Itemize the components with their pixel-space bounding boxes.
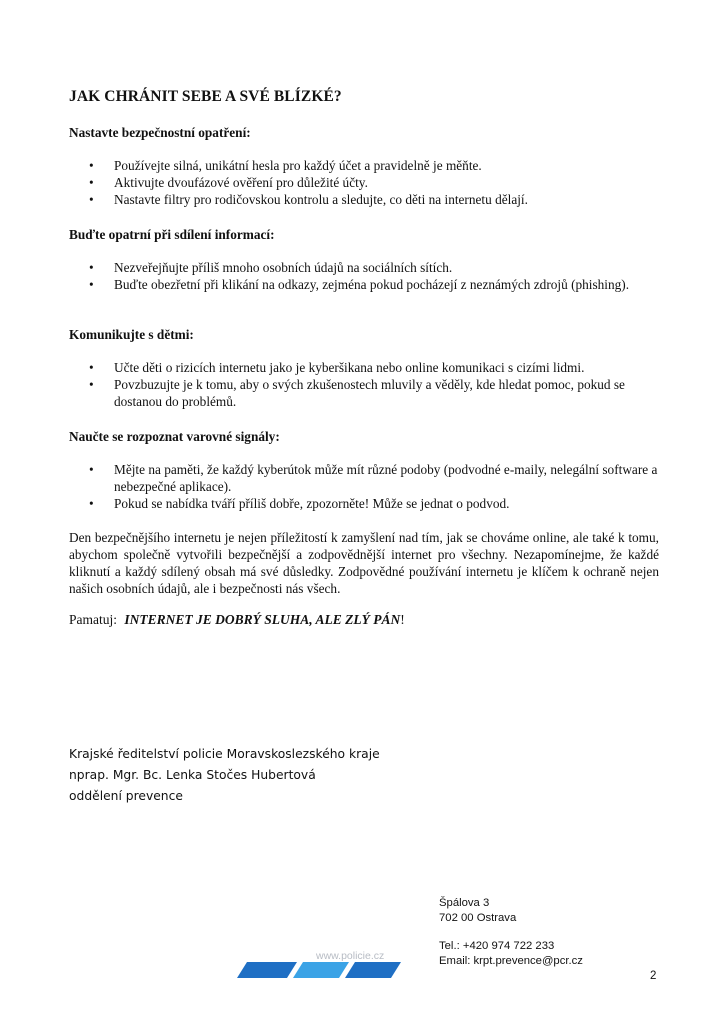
motto-suffix: ! [400,612,405,627]
list-item-text: Nastavte filtry pro rodičovskou kontrolu a sledujte, co děti na internetu dělají. [114,192,528,207]
list-item [69,174,659,191]
bullet-icon: • [89,277,94,292]
contact-email[interactable]: Email: krpt.prevence@pcr.cz [439,955,583,967]
logo-stripe-light-2 [345,962,401,978]
section-heading: Nastavte bezpečnostní opatření: [69,125,251,140]
list-item [69,376,659,410]
list-item-text: Nezveřejňujte příliš mnoho osobních údajů na sociálních sítích. [114,260,453,275]
police-logo-stripes-icon [237,962,401,978]
list-item-text: Buďte obezřetní při klikání na odkazy, zejména pokud pocházejí z neznámých zdrojů (phishing). [114,277,630,292]
section-4 [69,428,659,512]
list-item [69,276,659,293]
list-item [69,259,659,276]
section-heading: Buďte opatrní při sdílení informací: [69,227,275,242]
motto-prefix: Pamatuj: [69,612,117,627]
list-item [69,157,659,174]
contact-city: 702 00 Ostrava [439,912,517,924]
bullet-list [69,259,659,293]
logo-stripe-light [293,962,349,978]
bullet-icon: • [89,360,94,375]
bullet-icon: • [89,192,94,207]
list-item [69,495,659,512]
contact-block [439,896,583,969]
list-item-text: Učte děti o rizicích internetu jako je kyberšikana nebo online komunikaci s cizími lidmi. [114,360,585,375]
list-item-text: Mějte na paměti, že každý kyberútok může mít různé podoby (podvodné e-maily, nelegální software a nebezpečné aplikace). [114,462,658,494]
bullet-icon: • [89,377,94,392]
logo-stripe-dark [237,962,297,978]
bullet-icon: • [89,175,94,190]
section-heading: Komunikujte s dětmi: [69,327,194,342]
list-item [69,191,659,208]
page-number: 2 [650,970,657,982]
signature-name: nprap. Mgr. Bc. Lenka Stočes Hubertová [69,768,316,782]
bullet-icon: • [89,158,94,173]
contact-phone: Tel.: +420 974 722 233 [439,940,555,952]
bullet-list [69,359,659,410]
signature-organization: Krajské ředitelství policie Moravskoslezského kraje [69,747,380,761]
bullet-list [69,461,659,512]
bullet-icon: • [89,260,94,275]
bullet-icon: • [89,496,94,511]
bullet-list [69,157,659,208]
page-title: JAK CHRÁNIT SEBE A SVÉ BLÍZKÉ? [69,88,342,105]
signature-department: oddělení prevence [69,789,183,803]
list-item-text: Povzbuzujte je k tomu, aby o svých zkušenostech mluvily a věděly, kde hledat pomoc, pokud se dostanou do problémů. [114,377,625,409]
website-watermark: www.policie.cz [316,950,385,962]
section-2 [69,226,659,293]
motto [69,612,405,628]
list-item [69,359,659,376]
list-item [69,461,659,495]
motto-text: INTERNET JE DOBRÝ SLUHA, ALE ZLÝ PÁN [124,612,401,627]
contact-street: Špálova 3 [439,897,490,909]
section-1 [69,124,659,208]
list-item-text: Pokud se nabídka tváří příliš dobře, zpozorněte! Může se jednat o podvod. [114,496,510,511]
closing-paragraph: Den bezpečnějšího internetu je nejen příležitostí k zamyšlení nad tím, jak se chováme online, ale také k tomu, abychom společně vytvořili bezpečnější a zodpovědnější internet pro všechny. Nezapomínejme, že každé kliknutí a každý sdílený obsah má své důsledky. Zodpovědné používání internetu je klíčem k ochraně nejen našich osobních údajů, ale i bezpečnosti nás všech. [69,530,659,596]
bullet-icon: • [89,462,94,477]
section-3 [69,326,659,410]
section-heading: Naučte se rozpoznat varovné signály: [69,429,280,444]
signature-block [69,744,380,807]
list-item-text: Aktivujte dvoufázové ověření pro důležité účty. [114,175,368,190]
list-item-text: Používejte silná, unikátní hesla pro každý účet a pravidelně je měňte. [114,158,482,173]
